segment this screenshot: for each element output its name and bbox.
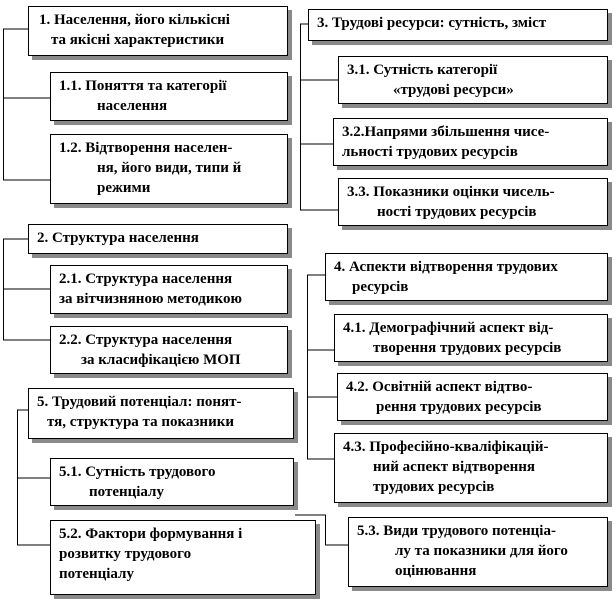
box-5-labor-potential: [28, 388, 294, 439]
box-3-3-line-1: 3.3. Показники оцінки чисель-: [347, 184, 555, 200]
box-1-2-line-1: 1.2. Відтворення населен-: [59, 140, 233, 156]
box-4-3-professional: [334, 433, 608, 503]
box-4-line-1: 4. Аспекти відтворення трудових: [334, 259, 558, 275]
box-5-line-1: 5. Трудовий потенціал: понят-: [37, 394, 242, 410]
box-4-2-line-1: 4.2. Освітній аспект відтво-: [346, 379, 533, 395]
box-5-2-line-1: 5.2. Фактори формування і: [59, 526, 243, 542]
box-2-2-line-2: за класифікацією МОП: [81, 352, 241, 368]
box-3-1-category: [338, 56, 608, 104]
box-1-2-reproduction: [50, 134, 288, 204]
box-2-2-line-1: 2.2. Структура населення: [59, 332, 233, 348]
box-3-2-increase-directions: [333, 118, 608, 166]
box-4-1-demographic: [334, 314, 608, 362]
box-5-3-line-1: 5.3. Види трудового потенціа-: [357, 523, 556, 539]
box-4-1-line-1: 4.1. Демографічний аспект від-: [343, 320, 554, 336]
box-4-2-line-2: рення трудових ресурсів: [376, 399, 542, 415]
box-3-2-line-1: 3.2.Напрями збільшення чисе-: [342, 124, 550, 140]
box-4-line-2: ресурсів: [352, 279, 409, 295]
box-4-3-line-2: ний аспект відтворення: [373, 459, 536, 475]
box-1-2-line-2: ня, його види, типи й: [97, 160, 242, 176]
box-2-1-line-2: за вітчизняною методикою: [59, 291, 242, 307]
box-5-line-2: тя, структура та показники: [47, 414, 235, 430]
box-2-structure: [28, 224, 288, 254]
box-5-2-formation-factors: [50, 520, 316, 595]
box-1-1-line-2: населення: [97, 98, 168, 114]
box-1-1-concept-categories: [50, 72, 288, 121]
box-1-1-line-1: 1.1. Поняття та категорії: [59, 78, 227, 94]
box-3-3-line-2: ності трудових ресурсів: [377, 204, 537, 220]
connector-3: [301, 24, 339, 210]
box-1-line-2: та якісні характеристики: [51, 32, 225, 48]
box-2-1-national-method: [50, 265, 288, 314]
box-3-1-line-1: 3.1. Сутність категорії: [347, 62, 498, 78]
box-5-3-line-3: оцінювання: [395, 563, 477, 579]
box-1-2-line-3: режими: [97, 180, 151, 196]
box-5-1-essence: [50, 458, 294, 506]
box-1-line-1: 1. Населення, його кількісні: [39, 12, 230, 28]
box-3-2-line-2: льності трудових ресурсів: [342, 144, 518, 160]
connector-4: [308, 275, 335, 459]
box-3-1-line-2: «трудові ресурси»: [393, 82, 514, 98]
box-5-1-line-2: потенціалу: [89, 484, 164, 500]
box-2-line-1: 2. Структура населення: [37, 230, 199, 246]
box-2-1-line-1: 2.1. Структура населення: [59, 271, 233, 287]
box-3-line-1: 3. Трудові ресурси: сутність, зміст: [317, 15, 547, 31]
box-4-3-line-1: 4.3. Професійно-кваліфікацій-: [343, 439, 549, 455]
box-4-1-line-2: творення трудових ресурсів: [373, 340, 562, 356]
box-4-3-line-3: трудових ресурсів: [373, 479, 495, 495]
box-5-2-line-3: потенціалу: [59, 566, 134, 582]
box-3-labor-resources: [308, 9, 608, 41]
box-5-3-line-2: лу та показники для його: [395, 543, 568, 559]
box-4-2-educational: [337, 373, 608, 421]
box-2-2-ilo-classification: [50, 326, 288, 374]
box-4-reproduction-aspects: [325, 253, 608, 301]
box-3-3-assessment-indicators: [338, 178, 608, 226]
box-5-3-potential-types: [348, 517, 608, 587]
box-1-population: [28, 6, 288, 56]
box-5-1-line-1: 5.1. Сутність трудового: [59, 464, 216, 480]
box-5-2-line-2: розвитку трудового: [59, 546, 192, 562]
